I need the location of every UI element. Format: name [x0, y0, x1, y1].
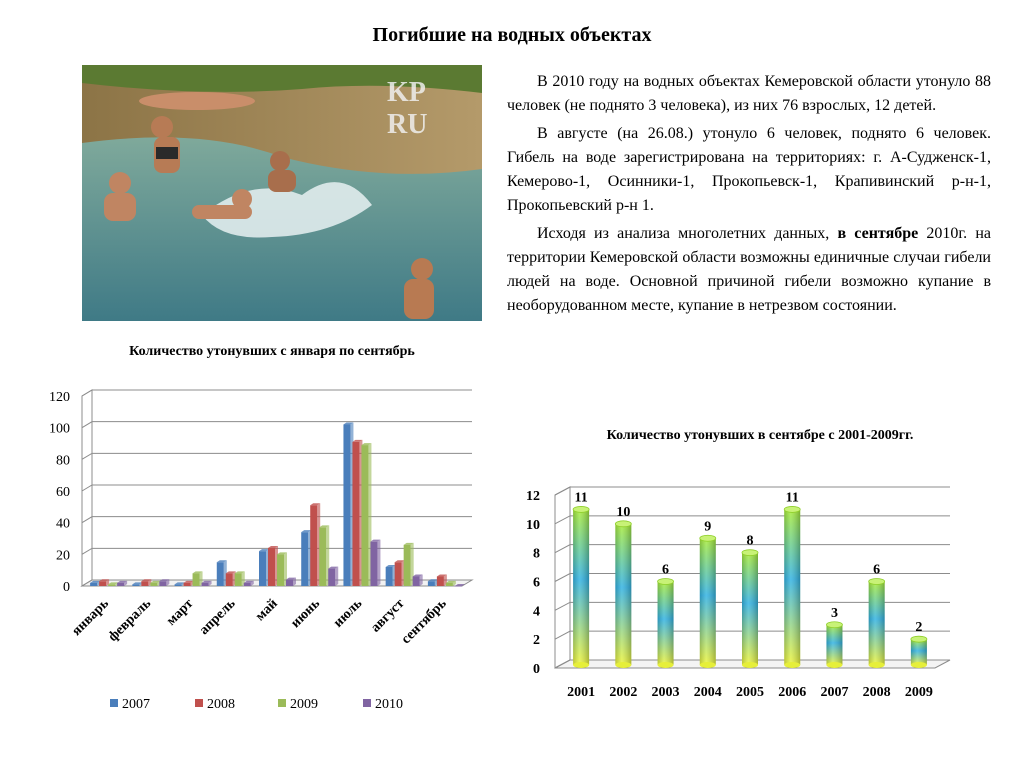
chart1-bar — [301, 530, 311, 586]
chart1-bar-front — [268, 548, 275, 586]
chart2-bar-body — [615, 524, 631, 665]
chart1-bar-side — [182, 582, 185, 586]
chart1-legend-label: 2009 — [290, 697, 318, 712]
chart1-bar-top — [286, 578, 296, 580]
chart2-bar-top — [742, 550, 758, 556]
photo-watermark — [387, 77, 427, 140]
chart1-bar — [235, 571, 245, 586]
chart1-bar-top — [277, 552, 287, 554]
chart1-bar — [90, 581, 100, 586]
chart2-bar — [742, 550, 758, 668]
chart1-bar-side — [242, 571, 245, 586]
chart1-bar-front — [90, 583, 97, 586]
chart1-bar — [226, 571, 236, 586]
chart1-bar-top — [90, 581, 100, 583]
chart1-bar-front — [277, 554, 284, 586]
chart2-bar-body — [573, 509, 589, 665]
chart1-bar — [217, 560, 227, 586]
chart1-legend-label: 2010 — [375, 697, 403, 712]
chart1-bar — [150, 581, 160, 586]
chart2-bar-top — [573, 506, 589, 512]
chart2-ytick-label: 6 — [533, 575, 540, 591]
chart1-ytick-label: 40 — [56, 516, 70, 532]
chart2-ytick-label: 8 — [533, 546, 540, 562]
chart2-bar-base — [826, 662, 842, 668]
chart2-bar-body — [700, 538, 716, 665]
chart1-legend-item — [110, 697, 150, 712]
chart1-bar — [310, 503, 320, 586]
forecast-start: Исходя из анализа многолетних данных, — [537, 225, 838, 242]
chart2-side-wall — [555, 487, 570, 668]
chart1-bar-side — [411, 543, 414, 586]
chart1-bar-side — [420, 575, 423, 587]
chart1-bar — [428, 579, 438, 586]
chart2-gridline — [555, 631, 950, 639]
chart1-bar-top — [437, 575, 447, 577]
chart2-bar-base — [911, 662, 927, 668]
chart2-floor — [555, 660, 950, 668]
chart2-bar — [615, 521, 631, 668]
chart2-bar-body — [826, 625, 842, 665]
chart1-bar-front — [319, 527, 326, 586]
chart1-gridline — [82, 580, 472, 586]
chart1-bar-side — [462, 584, 465, 586]
chart2-bar — [784, 506, 800, 668]
chart1-bar — [286, 578, 296, 586]
chart2-bar-base — [573, 662, 589, 668]
chart1-bar — [132, 582, 142, 586]
chart1-bar-front — [286, 580, 293, 586]
chart2-bar-base — [658, 662, 674, 668]
chart2-xtick-label: 2001 — [567, 685, 596, 700]
chart1-bar-side — [148, 579, 151, 586]
chart2-bar-shade — [573, 509, 589, 665]
chart1-bar-front — [301, 532, 308, 586]
chart2-data-label: 2 — [915, 620, 923, 636]
chart1-bar-top — [244, 581, 254, 583]
chart2-bar-shade — [700, 538, 716, 665]
chart2-data-label: 11 — [574, 490, 588, 506]
chart1-xtick-label: июль — [330, 596, 366, 631]
chart1-bar — [437, 575, 447, 587]
chart1-bar — [268, 546, 278, 586]
chart1-bar — [446, 581, 456, 586]
chart1-bar-side — [266, 549, 269, 586]
chart2-ytick-label: 12 — [526, 489, 540, 504]
chart1-bar-front — [217, 562, 224, 586]
chart1-ytick-label: 100 — [49, 421, 70, 437]
chart1-bar-side — [453, 581, 456, 586]
chart1-bar-top — [361, 443, 371, 445]
chart1-xtick-label: апрель — [196, 596, 239, 639]
paragraph-august: В августе (на 26.08.) утонуло 6 человек, поднято 6 человек. Гибель на воде зарегистрирована на территориях: г. А-Судженск-1, Кемерово-1, Осинники-1, Прокопьевск-1, Крапивинский р-н-1, Прокопьевский р-н 1. — [507, 125, 991, 214]
chart1-xtick-label: сентябрь — [398, 596, 450, 648]
chart1-bar-top — [159, 579, 169, 581]
chart2-bar — [869, 579, 885, 669]
chart1-legend-swatch — [195, 699, 203, 707]
chart1-bar-side — [97, 581, 100, 586]
chart1-bar — [413, 575, 423, 587]
chart1-bar-side — [368, 443, 371, 586]
chart1-bar-front — [99, 581, 106, 586]
chart1-gridline — [82, 422, 472, 428]
chart1-bar-front — [184, 583, 191, 586]
chart1-bar-top — [108, 582, 118, 584]
chart1-bar-side — [308, 530, 311, 586]
description-text — [507, 70, 991, 318]
chart2-gridline — [555, 574, 950, 582]
chart1-bar-front — [202, 583, 209, 586]
chart1-bar-top — [319, 525, 329, 527]
chart2-bar-shade — [615, 524, 631, 665]
chart2-title: Количество утонувших в сентябре с 2001-2009гг. — [606, 428, 914, 443]
chart1-bar-front — [159, 581, 166, 586]
chart1-bar-top — [117, 581, 127, 583]
chart2-bar-top — [911, 636, 927, 642]
chart1-bar-front — [244, 583, 251, 586]
chart1-bar — [361, 443, 371, 586]
chart2-data-label: 6 — [873, 562, 881, 578]
chart2-bar-shade — [658, 582, 674, 666]
chart2-ytick-label: 2 — [533, 633, 540, 649]
chart1-bar-top — [370, 540, 380, 542]
chart1-legend-label: 2007 — [122, 697, 150, 712]
chart2-gridline — [555, 660, 950, 668]
chart1-bar-side — [359, 440, 362, 586]
chart1-bar-side — [293, 578, 296, 586]
chart1-bar-top — [150, 581, 160, 583]
chart1-bar-top — [226, 571, 236, 573]
chart1-bar-front — [150, 583, 157, 586]
chart2-ytick-label: 0 — [533, 662, 540, 677]
chart1-bar-top — [395, 560, 405, 562]
chart1-bar-front — [446, 583, 453, 586]
svg-text:RU: RU — [387, 109, 428, 140]
chart1-ytick-label: 80 — [56, 453, 70, 469]
page-title: Погибшие на водных объектах — [372, 24, 652, 46]
chart2-bar-shade — [826, 625, 842, 665]
chart1-bar — [259, 549, 269, 586]
chart1-xtick-label: февраль — [105, 596, 155, 645]
chart1-bar-front — [328, 569, 335, 586]
chart1-bar-top — [413, 575, 423, 577]
chart1-bar-front — [141, 581, 148, 586]
chart1-gridline — [82, 485, 472, 491]
chart1-bar-front — [386, 567, 393, 586]
chart1-bar-top — [99, 579, 109, 581]
chart2-xtick-label: 2002 — [609, 685, 638, 700]
chart1-bar — [386, 565, 396, 586]
chart2-bar — [573, 506, 589, 668]
chart1-bar-front — [108, 584, 115, 586]
chart1-bar-front — [395, 562, 402, 586]
chart1-bar-front — [259, 551, 266, 586]
chart1-bar-top — [202, 581, 212, 583]
chart1-bar-top — [141, 579, 151, 581]
chart1-bar-side — [124, 581, 127, 586]
chart1-gridline — [82, 548, 472, 554]
chart1-bar — [108, 582, 118, 586]
chart1-xtick-label: март — [163, 596, 197, 629]
chart1-bar-top — [301, 530, 311, 532]
chart1-legend-item — [195, 697, 235, 712]
chart1-bar-top — [455, 584, 465, 586]
chart2-data-label: 11 — [785, 490, 799, 506]
chart1-legend-swatch — [110, 699, 118, 707]
chart1-bar-side — [435, 579, 438, 586]
chart1-bar-front — [370, 542, 377, 586]
chart1-bar-front — [132, 584, 139, 586]
chart2-gridline — [555, 545, 950, 553]
chart2-bar-top — [615, 521, 631, 527]
chart1-bar-front — [437, 577, 444, 587]
chart1-ytick-label: 20 — [56, 548, 70, 564]
chart1-legend-swatch — [363, 699, 371, 707]
chart1-bar-side — [393, 565, 396, 586]
chart1-bar-side — [335, 567, 338, 586]
chart1-bar-front — [226, 573, 233, 586]
chart1-bar — [175, 582, 185, 586]
chart1-bar — [277, 552, 287, 586]
chart1-bar-top — [217, 560, 227, 562]
chart2-bar-body — [658, 582, 674, 666]
chart2-bar — [700, 535, 716, 668]
chart2-bar-base — [784, 662, 800, 668]
chart1-xtick-label: август — [368, 596, 408, 636]
chart1-bar-side — [115, 582, 118, 586]
chart1-bar — [404, 543, 414, 586]
chart1-xtick-label: июнь — [288, 596, 324, 632]
chart1-floor — [82, 580, 472, 586]
chart1-bar-front — [428, 581, 435, 586]
chart2-bar-base — [700, 662, 716, 668]
chart2-gridline — [555, 516, 950, 524]
chart2-bar-base — [615, 662, 631, 668]
chart1-bar-top — [132, 582, 142, 584]
chart1-bar — [455, 584, 465, 587]
chart1-bar-side — [200, 571, 203, 586]
chart1-side-wall — [82, 390, 92, 586]
chart1-bar-top — [184, 581, 194, 583]
paragraph-forecast — [507, 222, 991, 318]
chart1-bar-top — [175, 582, 185, 584]
chart1-bar — [319, 525, 329, 586]
chart2-xtick-label: 2009 — [904, 685, 933, 700]
chart2-data-label: 9 — [704, 519, 712, 535]
chart1-gridline — [82, 453, 472, 459]
chart2-bar-base — [869, 662, 885, 668]
chart2-xtick-label: 2006 — [778, 685, 807, 700]
photo-sunbather — [139, 92, 255, 110]
chart1-bar-side — [350, 423, 353, 587]
chart2-bar-shade — [742, 553, 758, 665]
chart1-bar-side — [402, 560, 405, 586]
chart1-bar-front — [455, 586, 462, 587]
chart1-bar — [244, 581, 254, 586]
chart1-bar-top — [328, 567, 338, 569]
chart1-bar-front — [235, 573, 242, 586]
chart1-bar-side — [209, 581, 212, 586]
chart2-bar-body — [784, 509, 800, 665]
chart2-bar-shade — [869, 582, 885, 666]
chart1-bar — [328, 567, 338, 586]
chart2-gridline — [555, 602, 950, 610]
chart1-bar-top — [193, 571, 203, 573]
chart1-bar-top — [404, 543, 414, 545]
chart1-bar — [352, 440, 362, 586]
chart1-gridline — [82, 517, 472, 523]
beach-photo — [82, 65, 482, 321]
chart2-bar-top — [784, 506, 800, 512]
chart1-bar-top — [259, 549, 269, 551]
chart1-bar-side — [106, 579, 109, 586]
chart2-data-label: 3 — [830, 605, 838, 621]
chart1-bar — [343, 423, 353, 587]
chart1-legend-item — [363, 697, 403, 712]
chart1-bar — [184, 581, 194, 586]
chart1-bar-top — [428, 579, 438, 581]
chart2-ytick-label: 4 — [533, 604, 540, 620]
chart2-data-label: 6 — [662, 562, 670, 578]
chart1-bar — [99, 579, 109, 586]
chart2-xtick-label: 2004 — [693, 685, 722, 700]
chart2-bar-body — [911, 639, 927, 665]
chart1-ytick-label: 60 — [56, 485, 70, 500]
chart1-bar-top — [386, 565, 396, 567]
paragraph-2010-summary: В 2010 году на водных объектах Кемеровской области утонуло 88 человек (не поднято 3 человека), из них 76 взрослых, 12 детей. — [507, 73, 991, 114]
chart1-bar-top — [310, 503, 320, 505]
chart2-xtick-label: 2005 — [736, 685, 764, 700]
chart1-bar-side — [166, 579, 169, 586]
chart1-bar-top — [446, 581, 456, 583]
chart2-bar — [658, 579, 674, 669]
chart1-bar-front — [193, 573, 200, 586]
chart1-bar-front — [361, 445, 368, 586]
chart1-bar-side — [326, 525, 329, 586]
chart1-bar — [193, 571, 203, 586]
chart2-bar-body — [742, 553, 758, 665]
chart2-bar-body — [869, 582, 885, 666]
chart1-bar-front — [117, 583, 124, 586]
chart1-bar-top — [235, 571, 245, 573]
chart1-bar-top — [343, 423, 353, 425]
forecast-bold: в сентябре — [837, 225, 919, 242]
chart1-bar-front — [343, 425, 350, 587]
chart2-bar-top — [826, 622, 842, 628]
chart1-bar — [159, 579, 169, 586]
chart1-bar-front — [413, 577, 420, 587]
chart1-bar-side — [191, 581, 194, 586]
chart2-data-label: 10 — [616, 504, 631, 520]
chart1-bar-side — [284, 552, 287, 586]
chart2-ytick-label: 10 — [526, 517, 540, 533]
chart1-legend-label: 2008 — [207, 697, 235, 712]
chart1-bar — [370, 540, 380, 586]
chart1-bar-side — [275, 546, 278, 586]
chart1-bar-side — [233, 571, 236, 586]
chart2-xtick-label: 2008 — [862, 685, 891, 700]
chart2-bar-shade — [784, 509, 800, 665]
chart1-bar — [202, 581, 212, 586]
chart1-bar — [141, 579, 151, 586]
chart2-xtick-label: 2007 — [820, 685, 849, 700]
chart1-bar-side — [377, 540, 380, 586]
chart1-bar-side — [444, 575, 447, 587]
chart2-bar-top — [658, 579, 674, 585]
chart1-xtick-label: январь — [69, 596, 112, 639]
chart1-bar-side — [317, 503, 320, 586]
forecast-end: 2010г. на территории Кемеровской области возможны единичные случаи гибели людей на воде. Основной причиной гибели возможно купание в необорудованном месте, купание в нетрезвом состоянии. — [507, 225, 992, 314]
chart2-data-label: 8 — [746, 533, 754, 549]
chart1-bar-side — [157, 581, 160, 586]
chart1-ytick-label: 0 — [63, 580, 70, 595]
chart1-bar-front — [310, 505, 317, 586]
chart1-title: Количество утонувших с января по сентябрь — [129, 344, 415, 359]
chart1-bar — [117, 581, 127, 586]
chart1-legend-item — [278, 697, 318, 712]
chart1-bar-top — [268, 546, 278, 548]
chart2-gridline — [555, 487, 950, 495]
chart1-legend-swatch — [278, 699, 286, 707]
chart1-xtick-label: май — [252, 596, 281, 625]
chart2-bar-top — [700, 535, 716, 541]
chart2-bar-base — [742, 662, 758, 668]
chart1-bar-front — [175, 584, 182, 586]
chart1-ytick-label: 120 — [49, 390, 70, 405]
chart2-bar-top — [869, 579, 885, 585]
chart1-bar-side — [139, 582, 142, 586]
chart1-bar-side — [251, 581, 254, 586]
svg-text:KP: KP — [387, 77, 426, 108]
chart2-bar — [826, 622, 842, 668]
chart1-bar — [395, 560, 405, 586]
chart1-bar-front — [352, 442, 359, 586]
chart2-xtick-label: 2003 — [651, 685, 680, 700]
chart1-bar-front — [404, 545, 411, 586]
chart1-bar-top — [352, 440, 362, 442]
chart2-bar-shade — [911, 639, 927, 665]
chart1-gridline — [82, 390, 472, 396]
chart1-bar-side — [224, 560, 227, 586]
chart2-bar — [911, 636, 927, 668]
